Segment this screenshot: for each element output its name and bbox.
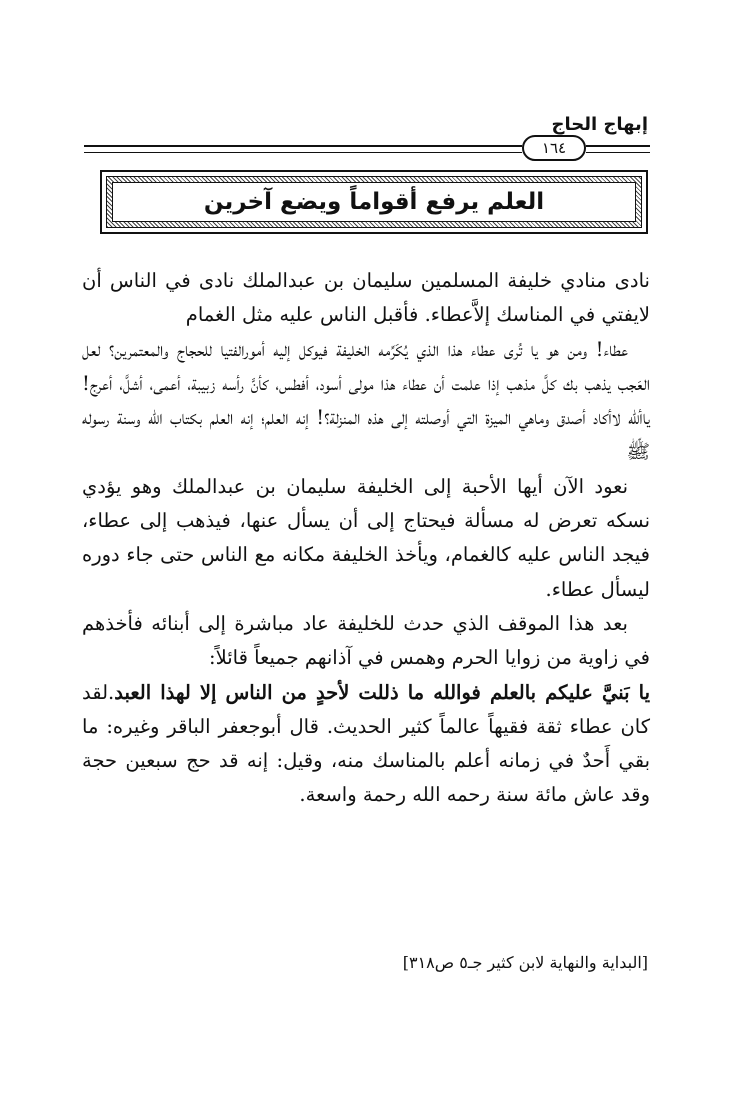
running-head-title: إبهاج الحاج	[551, 114, 648, 135]
header-rule-left	[84, 145, 522, 153]
header-rule-right	[586, 145, 650, 153]
chapter-title-box	[100, 170, 648, 234]
source-citation: [البداية والنهاية لابن كثير جـ٥ ص٣١٨]	[402, 953, 648, 972]
title-inner-panel	[112, 182, 636, 222]
paragraph-3: نعود الآن أيها الأحبة إلى الخليفة سليمان بن عبدالملك وهو يؤدي نسكه تعرض له مسألة فيحتاج إلى أن يسأل عنها، فيذهب إلى عطاء، فيجد الناس عليه كالغمام، ويأخذ الخليفة مكانه مع الناس حتى جاء دوره ليسأل عطاء.	[82, 474, 650, 601]
caliph-quote: يا بَنيَّ عليكم بالعلم فوالله ما ذللت لأحدٍ من الناس إلا لهذا العبد	[114, 680, 650, 704]
page-number-badge: ١٦٤	[522, 135, 586, 161]
paragraph-4-end: .لقد كان عطاء ثقة فقيهاً عالماً كثير الحديث. قال أبوجعفر الباقر وغيره: ما بقي أَحدٌ في زمانه أعلم بالمناسك منه، وقيل: إنه قد حج سبعين حجة وقد عاش مائة سنة رحمه الله رحمة واسعة.	[82, 680, 650, 807]
title-hatch-border	[106, 176, 642, 228]
body-text	[82, 264, 650, 813]
chapter-title: العلم يرفع أقواماً ويضع آخرين	[203, 189, 545, 215]
paragraph-4-start: بعد هذا الموقف الذي حدث للخليفة عاد مباشرة إلى أبنائه فأخذهم في زاوية من زوايا الحرم وهمس في آذانهم جميعاً قائلاً:	[82, 611, 650, 670]
paragraph-4	[82, 607, 650, 813]
paragraph-2: عطاء! ومن هو يا تُرى عطاء هذا الذي يُكَرِّمه الخليفة فيوكل إليه أمورالفتيا للحجاج والمعتمرين؟ لعل العَجب يذهب بك كلَّ مذهب إذا علمت أن عطاء هذا مولى أسود، أفطس، كأنَّ رأسه زبيبة، أعمى، أشلَّ، أعرج!ياألله لاأكاد أصدق وماهي الميزة التي أوصلته إلى هذه المنزلة؟! إنه العلم؛ إنه العلم بكتاب الله وسنة رسوله ﷺ	[82, 337, 650, 464]
paragraph-1: نادى منادي خليفة المسلمين سليمان بن عبدالملك نادى في الناس أن لايفتي في المناسك إلاَّعطاء. فأقبل الناس عليه مثل الغمام	[82, 269, 650, 327]
